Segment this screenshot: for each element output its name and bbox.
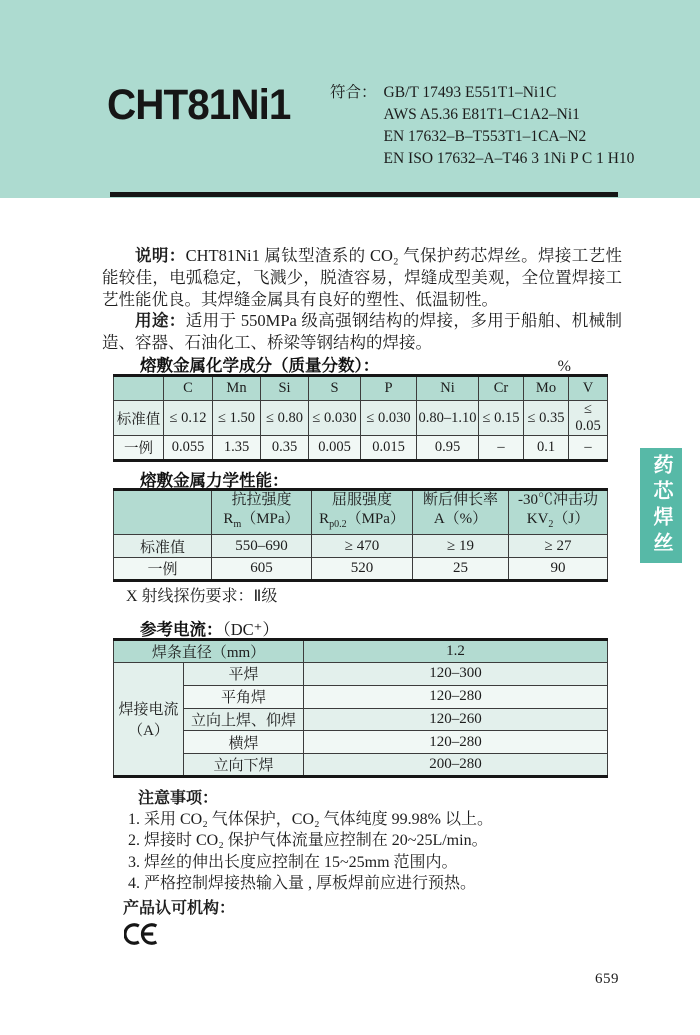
- table-row: [114, 685, 608, 708]
- table-row: [114, 754, 608, 777]
- table-cell: 25: [413, 558, 509, 581]
- table-header-cell: 断后伸长率 A（%）: [413, 490, 509, 535]
- table-cell: 0.1: [524, 436, 569, 461]
- table-cell: 550–690: [212, 535, 312, 558]
- position-label: 平焊: [184, 663, 304, 686]
- header-divider-rule: [110, 192, 618, 197]
- table-cell: –: [569, 436, 608, 461]
- table-cell: 0.055: [164, 436, 213, 461]
- table-header-cell: C: [164, 376, 213, 401]
- standard-line: AWS A5.36 E81T1–C1A2–Ni1: [383, 106, 580, 123]
- table-header-cell: -30℃冲击功 $KV_2(J)$: [509, 490, 608, 535]
- table-header-cell: Mn: [213, 376, 261, 401]
- table-header-cell: Ni: [417, 376, 479, 401]
- ce-mark-icon: [124, 923, 235, 950]
- table-cell: 90: [509, 558, 608, 581]
- table-cell: 0.015: [361, 436, 417, 461]
- chem-title: 熔敷金属化学成分（质量分数）：: [140, 356, 380, 375]
- shuoming-text: CHT81Ni1 属钛型渣系的 CO₂ 气保护药芯焊丝。焊接工艺性能较佳，电弧稳定，飞溅少，脱渣容易，焊缝成型美观，全位置焊接工艺性能优良。其焊缝金属具有良好的塑性、低温韧性。: [102, 246, 622, 309]
- table-row: [114, 558, 608, 581]
- chem-unit: %: [557, 358, 571, 375]
- chem-table: [113, 374, 608, 462]
- current-table: [113, 638, 608, 778]
- description-block: [102, 245, 622, 354]
- position-label: 横焊: [184, 731, 304, 754]
- shuoming-paragraph: [102, 245, 622, 310]
- table-header-cell: P: [361, 376, 417, 401]
- table-cell: 0.80–1.10: [417, 401, 479, 436]
- table-header-cell: 抗拉强度 $R_m(MPa)$: [212, 490, 312, 535]
- table-row: [114, 401, 608, 436]
- row-label: 一例: [114, 558, 212, 581]
- table-cell: 520: [312, 558, 413, 581]
- yongtu-text: 适用于 550MPa 级高强钢结构的焊接，多用于船舶、机械制造、容器、石油化工、桥梁等钢结构的焊接。: [102, 311, 623, 353]
- table-cell: ≤ 0.12: [164, 401, 213, 436]
- table-header-cell: Si: [261, 376, 309, 401]
- position-label: 平角焊: [184, 685, 304, 708]
- position-label: 立向下焊: [184, 754, 304, 777]
- shuoming-label: 说明：: [135, 246, 186, 265]
- table-cell: ≥ 27: [509, 535, 608, 558]
- current-title-value: （DC⁺）: [222, 620, 279, 639]
- table-header-cell: 屈服强度 $R_{p0.2}(MPa)$: [312, 490, 413, 535]
- table-cell: ≤ 0.80: [261, 401, 309, 436]
- row-label: 一例: [114, 436, 164, 461]
- xray-requirement: X 射线探伤要求：Ⅱ级: [126, 588, 278, 605]
- table-cell: ≥ 470: [312, 535, 413, 558]
- table-cell: 605: [212, 558, 312, 581]
- diameter-row: [114, 640, 608, 663]
- row-label: 标准值: [114, 401, 164, 436]
- row-label: 标准值: [114, 535, 212, 558]
- table-cell: ≤ 1.50: [213, 401, 261, 436]
- table-cell: ≥ 19: [413, 535, 509, 558]
- table-cell: 0.005: [309, 436, 361, 461]
- chem-section-header: [113, 352, 607, 376]
- table-cell: 0.35: [261, 436, 309, 461]
- table-header-cell: Cr: [479, 376, 524, 401]
- table-row: [114, 436, 608, 461]
- mech-table: [113, 488, 608, 582]
- current-section-title: [140, 616, 279, 640]
- current-title-label: 参考电流：: [140, 620, 223, 639]
- table-cell: 120–280: [304, 731, 608, 754]
- mech-header-row: [114, 490, 608, 535]
- certification-block: [123, 895, 235, 950]
- table-header-cell: V: [569, 376, 608, 401]
- table-row: [114, 731, 608, 754]
- yongtu-label: 用途：: [135, 311, 186, 331]
- side-tab-label: 药芯焊丝: [650, 453, 672, 558]
- standard-line: EN 17632–B–T553T1–1CA–N2: [383, 128, 587, 145]
- conform-label: 符合：: [330, 84, 377, 101]
- note-item: 4. 严格控制焊接热输入量 , 厚板焊前应进行预热。: [128, 874, 477, 892]
- standard-line: EN ISO 17632–A–T46 3 1Ni P C 1 H10: [383, 150, 635, 167]
- table-cell: 120–300: [304, 663, 608, 686]
- page-number: 659: [595, 971, 619, 987]
- diameter-label: 焊条直径（mm）: [114, 640, 304, 663]
- notes-title: 注意事项：: [138, 790, 219, 807]
- table-header-cell: Mo: [524, 376, 569, 401]
- standard-line: GB/T 17493 E551T1–Ni1C: [383, 84, 557, 101]
- diameter-value: 1.2: [304, 640, 608, 663]
- note-item: 3. 焊丝的伸出长度应控制在 15~25mm 范围内。: [128, 853, 458, 871]
- table-cell: 200–280: [304, 754, 608, 777]
- current-group-label: 焊接电流（A）: [114, 663, 184, 777]
- standards-block: [330, 82, 634, 170]
- table-cell: –: [479, 436, 524, 461]
- position-label: 立向上焊、仰焊: [184, 708, 304, 731]
- table-header-cell: [114, 490, 212, 535]
- table-cell: ≤ 0.15: [479, 401, 524, 436]
- table-cell: ≤ 0.35: [524, 401, 569, 436]
- table-cell: 0.95: [417, 436, 479, 461]
- table-cell: 120–260: [304, 708, 608, 731]
- side-tab-flux-cored-wire: [640, 448, 682, 563]
- mech-title: 熔敷金属力学性能：: [140, 471, 289, 490]
- note-item: 2. 焊接时 CO₂ 保护气体流量应控制在 20~25L/min。: [128, 832, 488, 850]
- table-row: [114, 535, 608, 558]
- note-item: 1. 采用 CO₂ 气体保护，CO₂ 气体纯度 99.98% 以上。: [128, 811, 493, 829]
- table-header-cell: [114, 376, 164, 401]
- notes-block: [128, 788, 493, 894]
- certification-title: 产品认可机构：: [123, 900, 236, 917]
- table-cell: ≤ 0.030: [361, 401, 417, 436]
- table-cell: ≤ 0.05: [569, 401, 608, 436]
- table-cell: 1.35: [213, 436, 261, 461]
- table-cell: ≤ 0.030: [309, 401, 361, 436]
- yongtu-paragraph: [102, 310, 622, 354]
- product-title: CHT81Ni1: [107, 81, 291, 129]
- table-row: [114, 663, 608, 686]
- table-cell: 120–280: [304, 685, 608, 708]
- chem-header-row: [114, 376, 608, 401]
- table-header-cell: S: [309, 376, 361, 401]
- table-row: [114, 708, 608, 731]
